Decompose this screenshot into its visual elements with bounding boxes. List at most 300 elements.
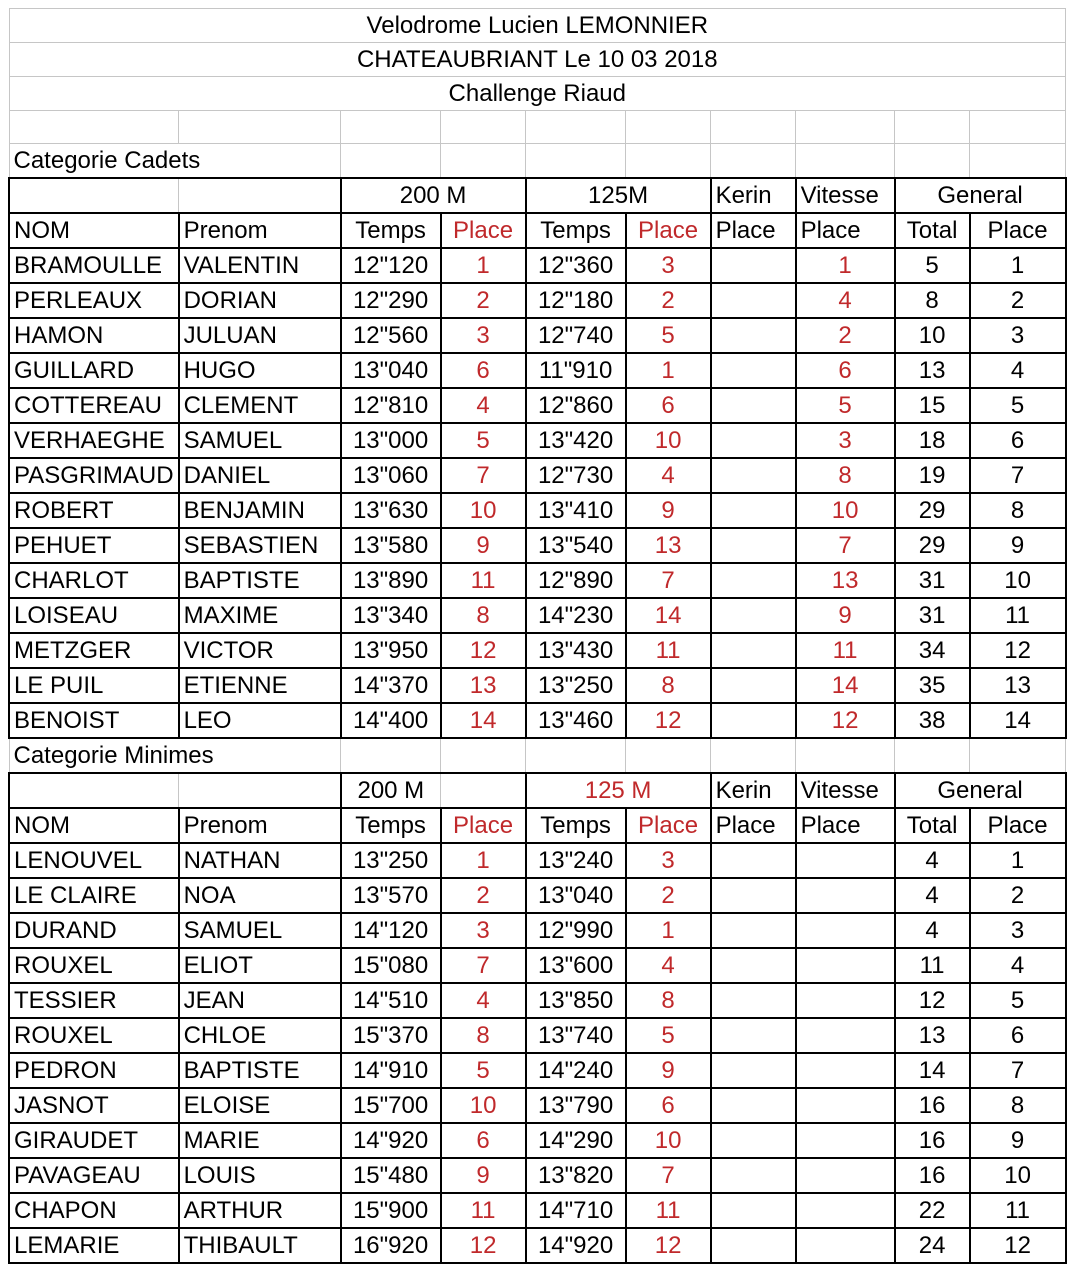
cell-total: 31 bbox=[895, 598, 970, 633]
cell-nom: PERLEAUX bbox=[9, 283, 179, 318]
cell-place-general: 8 bbox=[970, 1088, 1066, 1123]
blank-cell bbox=[626, 144, 711, 179]
table-row bbox=[9, 563, 1066, 598]
cell-place-200: 7 bbox=[441, 948, 526, 983]
cell-temps-200: 14"370 bbox=[341, 668, 441, 703]
cell-place-vitesse: 12 bbox=[796, 703, 895, 738]
cell-place-vitesse: 7 bbox=[796, 528, 895, 563]
cell-place-125: 4 bbox=[626, 458, 711, 493]
cell-place-125: 11 bbox=[626, 633, 711, 668]
cell-total: 29 bbox=[895, 493, 970, 528]
cell-place-125: 7 bbox=[626, 563, 711, 598]
cell-temps-125: 13"430 bbox=[526, 633, 626, 668]
cell-place-200: 1 bbox=[441, 248, 526, 283]
cell-place-vitesse bbox=[796, 1158, 895, 1193]
cell-nom: LE PUIL bbox=[9, 668, 179, 703]
cell-prenom: LOUIS bbox=[179, 1158, 341, 1193]
cell-prenom: HUGO bbox=[179, 353, 341, 388]
table-row bbox=[9, 1158, 1066, 1193]
cell-place-general: 12 bbox=[970, 1228, 1066, 1263]
table-row bbox=[9, 528, 1066, 563]
cell-place-200: 4 bbox=[441, 983, 526, 1018]
cell-place-general: 3 bbox=[970, 318, 1066, 353]
cell-temps-125: 13"600 bbox=[526, 948, 626, 983]
cell-temps-125: 13"410 bbox=[526, 493, 626, 528]
cell-place-vitesse bbox=[796, 913, 895, 948]
sheet-subtitle: CHATEAUBRIANT Le 10 03 2018 bbox=[9, 43, 1066, 77]
cell-prenom: BAPTISTE bbox=[179, 563, 341, 598]
cell-place-kerin bbox=[711, 318, 796, 353]
cell-nom: TESSIER bbox=[9, 983, 179, 1018]
cell-total: 8 bbox=[895, 283, 970, 318]
cell-place-kerin bbox=[711, 948, 796, 983]
cell-place-vitesse bbox=[796, 1228, 895, 1263]
cell-prenom: MAXIME bbox=[179, 598, 341, 633]
cell-temps-125: 13"460 bbox=[526, 703, 626, 738]
table-row bbox=[9, 948, 1066, 983]
cell-place-general: 10 bbox=[970, 1158, 1066, 1193]
cell-place-vitesse: 5 bbox=[796, 388, 895, 423]
cell-temps-125: 12"990 bbox=[526, 913, 626, 948]
cell-nom: GIRAUDET bbox=[9, 1123, 179, 1158]
table-row bbox=[9, 913, 1066, 948]
cell-temps-125: 14"240 bbox=[526, 1053, 626, 1088]
cell-temps-200: 15"080 bbox=[341, 948, 441, 983]
group-kerin: Kerin bbox=[711, 178, 796, 213]
cell-total: 22 bbox=[895, 1193, 970, 1228]
table-row bbox=[9, 318, 1066, 353]
group-header-row bbox=[9, 773, 1066, 808]
blank-cell bbox=[895, 738, 970, 773]
table-row bbox=[9, 248, 1066, 283]
cell-temps-200: 12"290 bbox=[341, 283, 441, 318]
cell-temps-125: 14"710 bbox=[526, 1193, 626, 1228]
cell-place-200: 5 bbox=[441, 1053, 526, 1088]
group-200m: 200 M bbox=[341, 178, 526, 213]
cell-prenom: NATHAN bbox=[179, 843, 341, 878]
cell-total: 16 bbox=[895, 1158, 970, 1193]
cell-place-125: 3 bbox=[626, 843, 711, 878]
cell-place-vitesse: 3 bbox=[796, 423, 895, 458]
cell-place-200: 11 bbox=[441, 1193, 526, 1228]
cell-place-kerin bbox=[711, 283, 796, 318]
blank-cell bbox=[179, 178, 341, 213]
cell-place-125: 13 bbox=[626, 528, 711, 563]
cell-place-200: 9 bbox=[441, 528, 526, 563]
category-title: Categorie Minimes bbox=[9, 738, 341, 773]
cell-place-125: 6 bbox=[626, 1088, 711, 1123]
cell-place-kerin bbox=[711, 983, 796, 1018]
table-row bbox=[9, 388, 1066, 423]
cell-prenom: SEBASTIEN bbox=[179, 528, 341, 563]
cell-total: 10 bbox=[895, 318, 970, 353]
cell-place-kerin bbox=[711, 668, 796, 703]
cell-place-125: 5 bbox=[626, 1018, 711, 1053]
cell-prenom: BAPTISTE bbox=[179, 1053, 341, 1088]
cell-place-kerin bbox=[711, 1193, 796, 1228]
table-row bbox=[9, 353, 1066, 388]
column-header-temps-125: Temps bbox=[526, 213, 626, 248]
cell-total: 16 bbox=[895, 1088, 970, 1123]
cell-place-general: 4 bbox=[970, 353, 1066, 388]
cell-total: 4 bbox=[895, 843, 970, 878]
column-header-place-kerin: Place bbox=[711, 808, 796, 843]
cell-prenom: SAMUEL bbox=[179, 423, 341, 458]
cell-place-200: 2 bbox=[441, 878, 526, 913]
cell-place-200: 4 bbox=[441, 388, 526, 423]
cell-nom: ROUXEL bbox=[9, 948, 179, 983]
cell-total: 35 bbox=[895, 668, 970, 703]
cell-place-125: 6 bbox=[626, 388, 711, 423]
cell-place-kerin bbox=[711, 1158, 796, 1193]
cell-total: 19 bbox=[895, 458, 970, 493]
cell-nom: METZGER bbox=[9, 633, 179, 668]
cell-place-general: 13 bbox=[970, 668, 1066, 703]
cell-nom: ROUXEL bbox=[9, 1018, 179, 1053]
cell-place-200: 3 bbox=[441, 318, 526, 353]
cell-place-125: 12 bbox=[626, 1228, 711, 1263]
cell-place-general: 7 bbox=[970, 458, 1066, 493]
cell-temps-125: 13"790 bbox=[526, 1088, 626, 1123]
table-row bbox=[9, 878, 1066, 913]
cell-place-200: 7 bbox=[441, 458, 526, 493]
column-header-total: Total bbox=[895, 213, 970, 248]
cell-temps-200: 14"400 bbox=[341, 703, 441, 738]
cell-temps-200: 14"120 bbox=[341, 913, 441, 948]
cell-place-general: 2 bbox=[970, 283, 1066, 318]
cell-place-200: 2 bbox=[441, 283, 526, 318]
cell-temps-125: 14"920 bbox=[526, 1228, 626, 1263]
cell-total: 24 bbox=[895, 1228, 970, 1263]
cell-temps-200: 13"060 bbox=[341, 458, 441, 493]
blank-cell bbox=[441, 144, 526, 179]
cell-place-200: 6 bbox=[441, 353, 526, 388]
column-header-place-general: Place bbox=[970, 213, 1066, 248]
cell-place-125: 10 bbox=[626, 1123, 711, 1158]
cell-place-vitesse: 6 bbox=[796, 353, 895, 388]
blank-row bbox=[9, 111, 1066, 144]
blank-cell bbox=[895, 111, 970, 144]
group-general: General bbox=[895, 178, 1066, 213]
event-name: Challenge Riaud bbox=[9, 77, 1066, 111]
cell-place-vitesse: 2 bbox=[796, 318, 895, 353]
cell-place-200: 12 bbox=[441, 1228, 526, 1263]
blank-cell bbox=[711, 111, 796, 144]
cell-total: 4 bbox=[895, 913, 970, 948]
cell-temps-200: 13"250 bbox=[341, 843, 441, 878]
cell-prenom: JULUAN bbox=[179, 318, 341, 353]
cell-place-vitesse bbox=[796, 1123, 895, 1158]
cell-nom: LENOUVEL bbox=[9, 843, 179, 878]
blank-cell bbox=[895, 144, 970, 179]
cell-nom: DURAND bbox=[9, 913, 179, 948]
table-row bbox=[9, 1088, 1066, 1123]
cell-total: 5 bbox=[895, 248, 970, 283]
cell-prenom: THIBAULT bbox=[179, 1228, 341, 1263]
table-row bbox=[9, 703, 1066, 738]
cell-nom: LEMARIE bbox=[9, 1228, 179, 1263]
cell-place-200: 3 bbox=[441, 913, 526, 948]
cell-temps-200: 16"920 bbox=[341, 1228, 441, 1263]
cell-place-125: 9 bbox=[626, 493, 711, 528]
cell-place-200: 10 bbox=[441, 1088, 526, 1123]
column-header-prenom: Prenom bbox=[179, 808, 341, 843]
cell-place-kerin bbox=[711, 878, 796, 913]
group-general: General bbox=[895, 773, 1066, 808]
cell-place-125: 3 bbox=[626, 248, 711, 283]
column-header-nom: NOM bbox=[9, 808, 179, 843]
results-table bbox=[8, 8, 1067, 1264]
cell-temps-125: 13"540 bbox=[526, 528, 626, 563]
cell-nom: PEDRON bbox=[9, 1053, 179, 1088]
blank-cell bbox=[526, 144, 626, 179]
cell-prenom: VICTOR bbox=[179, 633, 341, 668]
cell-place-kerin bbox=[711, 1088, 796, 1123]
cell-place-kerin bbox=[711, 1228, 796, 1263]
cell-nom: BRAMOULLE bbox=[9, 248, 179, 283]
blank-cell bbox=[796, 738, 895, 773]
cell-total: 11 bbox=[895, 948, 970, 983]
cell-prenom: BENJAMIN bbox=[179, 493, 341, 528]
cell-place-general: 1 bbox=[970, 248, 1066, 283]
cell-prenom: ARTHUR bbox=[179, 1193, 341, 1228]
blank-cell bbox=[9, 773, 179, 808]
blank-cell bbox=[441, 111, 526, 144]
cell-prenom: ETIENNE bbox=[179, 668, 341, 703]
cell-prenom: CHLOE bbox=[179, 1018, 341, 1053]
cell-prenom: CLEMENT bbox=[179, 388, 341, 423]
cell-place-kerin bbox=[711, 248, 796, 283]
table-row bbox=[9, 598, 1066, 633]
cell-place-kerin bbox=[711, 528, 796, 563]
table-row bbox=[9, 283, 1066, 318]
table-row bbox=[9, 843, 1066, 878]
subtitle-row bbox=[9, 43, 1066, 77]
column-header-nom: NOM bbox=[9, 213, 179, 248]
cell-temps-125: 12"180 bbox=[526, 283, 626, 318]
cell-temps-125: 13"420 bbox=[526, 423, 626, 458]
cell-place-200: 8 bbox=[441, 1018, 526, 1053]
cell-place-125: 2 bbox=[626, 283, 711, 318]
blank-cell bbox=[341, 738, 441, 773]
cell-prenom: DANIEL bbox=[179, 458, 341, 493]
blank-cell bbox=[441, 738, 526, 773]
column-header-place-125: Place bbox=[626, 213, 711, 248]
blank-cell bbox=[796, 144, 895, 179]
table-row bbox=[9, 458, 1066, 493]
table-row bbox=[9, 1053, 1066, 1088]
cell-place-125: 8 bbox=[626, 983, 711, 1018]
table-row bbox=[9, 633, 1066, 668]
cell-place-125: 4 bbox=[626, 948, 711, 983]
cell-place-125: 10 bbox=[626, 423, 711, 458]
cell-temps-200: 13"950 bbox=[341, 633, 441, 668]
cell-nom: COTTEREAU bbox=[9, 388, 179, 423]
cell-temps-125: 14"230 bbox=[526, 598, 626, 633]
column-header-row bbox=[9, 808, 1066, 843]
column-header-place-vitesse: Place bbox=[796, 808, 895, 843]
cell-temps-200: 15"700 bbox=[341, 1088, 441, 1123]
cell-temps-200: 14"510 bbox=[341, 983, 441, 1018]
table-row bbox=[9, 983, 1066, 1018]
column-header-place-200: Place bbox=[441, 213, 526, 248]
cell-place-200: 5 bbox=[441, 423, 526, 458]
cell-place-200: 8 bbox=[441, 598, 526, 633]
cell-place-200: 12 bbox=[441, 633, 526, 668]
cell-place-125: 14 bbox=[626, 598, 711, 633]
table-row bbox=[9, 423, 1066, 458]
cell-place-general: 4 bbox=[970, 948, 1066, 983]
column-header-place-200: Place bbox=[441, 808, 526, 843]
blank-cell bbox=[711, 144, 796, 179]
cell-temps-125: 13"040 bbox=[526, 878, 626, 913]
cell-place-kerin bbox=[711, 598, 796, 633]
group-125m: 125 M bbox=[526, 773, 711, 808]
column-header-temps-200: Temps bbox=[341, 213, 441, 248]
cell-place-200: 13 bbox=[441, 668, 526, 703]
cell-place-125: 5 bbox=[626, 318, 711, 353]
cell-temps-125: 13"250 bbox=[526, 668, 626, 703]
cell-prenom: ELIOT bbox=[179, 948, 341, 983]
cell-temps-125: 14"290 bbox=[526, 1123, 626, 1158]
cell-nom: ROBERT bbox=[9, 493, 179, 528]
blank-cell bbox=[626, 738, 711, 773]
blank-cell bbox=[970, 144, 1066, 179]
cell-total: 4 bbox=[895, 878, 970, 913]
cell-place-kerin bbox=[711, 1018, 796, 1053]
cell-place-kerin bbox=[711, 1123, 796, 1158]
cell-place-general: 1 bbox=[970, 843, 1066, 878]
column-header-temps-125: Temps bbox=[526, 808, 626, 843]
group-200m: 200 M bbox=[341, 773, 441, 808]
cell-place-vitesse: 8 bbox=[796, 458, 895, 493]
cell-place-kerin bbox=[711, 353, 796, 388]
cell-place-general: 9 bbox=[970, 528, 1066, 563]
group-vitesse: Vitesse bbox=[796, 178, 895, 213]
cell-nom: HAMON bbox=[9, 318, 179, 353]
cell-place-125: 7 bbox=[626, 1158, 711, 1193]
cell-temps-200: 13"040 bbox=[341, 353, 441, 388]
column-header-place-vitesse: Place bbox=[796, 213, 895, 248]
cell-place-kerin bbox=[711, 913, 796, 948]
cell-temps-200: 15"480 bbox=[341, 1158, 441, 1193]
cell-temps-200: 13"340 bbox=[341, 598, 441, 633]
blank-cell bbox=[179, 111, 341, 144]
cell-place-vitesse bbox=[796, 1193, 895, 1228]
cell-place-vitesse: 1 bbox=[796, 248, 895, 283]
blank-cell bbox=[970, 111, 1066, 144]
cell-place-vitesse: 11 bbox=[796, 633, 895, 668]
cell-place-200: 6 bbox=[441, 1123, 526, 1158]
cell-place-kerin bbox=[711, 633, 796, 668]
cell-temps-200: 13"000 bbox=[341, 423, 441, 458]
column-header-place-general: Place bbox=[970, 808, 1066, 843]
cell-prenom: MARIE bbox=[179, 1123, 341, 1158]
cell-place-general: 9 bbox=[970, 1123, 1066, 1158]
cell-place-general: 3 bbox=[970, 913, 1066, 948]
cell-prenom: VALENTIN bbox=[179, 248, 341, 283]
blank-cell bbox=[711, 738, 796, 773]
category-row bbox=[9, 738, 1066, 773]
cell-place-125: 8 bbox=[626, 668, 711, 703]
blank-cell bbox=[341, 144, 441, 179]
cell-place-general: 5 bbox=[970, 983, 1066, 1018]
cell-place-200: 10 bbox=[441, 493, 526, 528]
cell-temps-200: 12"560 bbox=[341, 318, 441, 353]
cell-nom: CHAPON bbox=[9, 1193, 179, 1228]
category-row bbox=[9, 144, 1066, 179]
blank-cell bbox=[179, 773, 341, 808]
table-row bbox=[9, 668, 1066, 703]
table-row bbox=[9, 1193, 1066, 1228]
blank-cell bbox=[526, 111, 626, 144]
table-row bbox=[9, 1228, 1066, 1263]
cell-place-general: 14 bbox=[970, 703, 1066, 738]
blank-cell bbox=[441, 773, 526, 808]
cell-place-kerin bbox=[711, 1053, 796, 1088]
cell-place-vitesse: 4 bbox=[796, 283, 895, 318]
blank-cell bbox=[626, 111, 711, 144]
cell-place-kerin bbox=[711, 843, 796, 878]
cell-place-general: 5 bbox=[970, 388, 1066, 423]
cell-place-vitesse bbox=[796, 1018, 895, 1053]
cell-temps-125: 13"820 bbox=[526, 1158, 626, 1193]
cell-place-general: 8 bbox=[970, 493, 1066, 528]
cell-place-vitesse: 9 bbox=[796, 598, 895, 633]
cell-place-vitesse: 14 bbox=[796, 668, 895, 703]
event-row bbox=[9, 77, 1066, 111]
cell-place-kerin bbox=[711, 703, 796, 738]
cell-total: 14 bbox=[895, 1053, 970, 1088]
cell-place-general: 11 bbox=[970, 598, 1066, 633]
cell-temps-200: 13"890 bbox=[341, 563, 441, 598]
cell-nom: PASGRIMAUD bbox=[9, 458, 179, 493]
column-header-prenom: Prenom bbox=[179, 213, 341, 248]
cell-temps-200: 15"370 bbox=[341, 1018, 441, 1053]
cell-temps-125: 11"910 bbox=[526, 353, 626, 388]
cell-temps-125: 13"740 bbox=[526, 1018, 626, 1053]
cell-nom: BENOIST bbox=[9, 703, 179, 738]
cell-place-125: 9 bbox=[626, 1053, 711, 1088]
cell-total: 38 bbox=[895, 703, 970, 738]
cell-place-200: 1 bbox=[441, 843, 526, 878]
cell-place-kerin bbox=[711, 458, 796, 493]
cell-temps-200: 13"580 bbox=[341, 528, 441, 563]
cell-place-200: 9 bbox=[441, 1158, 526, 1193]
cell-total: 13 bbox=[895, 353, 970, 388]
cell-total: 15 bbox=[895, 388, 970, 423]
cell-place-125: 11 bbox=[626, 1193, 711, 1228]
cell-nom: CHARLOT bbox=[9, 563, 179, 598]
table-row bbox=[9, 1123, 1066, 1158]
blank-cell bbox=[341, 111, 441, 144]
cell-total: 12 bbox=[895, 983, 970, 1018]
blank-cell bbox=[796, 111, 895, 144]
cell-total: 16 bbox=[895, 1123, 970, 1158]
cell-place-vitesse bbox=[796, 1088, 895, 1123]
cell-place-200: 11 bbox=[441, 563, 526, 598]
cell-nom: LOISEAU bbox=[9, 598, 179, 633]
cell-nom: LE CLAIRE bbox=[9, 878, 179, 913]
column-header-place-125: Place bbox=[626, 808, 711, 843]
cell-temps-125: 12"890 bbox=[526, 563, 626, 598]
cell-place-general: 10 bbox=[970, 563, 1066, 598]
blank-cell bbox=[9, 111, 179, 144]
column-header-temps-200: Temps bbox=[341, 808, 441, 843]
cell-place-vitesse: 10 bbox=[796, 493, 895, 528]
cell-place-vitesse bbox=[796, 1053, 895, 1088]
cell-place-kerin bbox=[711, 388, 796, 423]
